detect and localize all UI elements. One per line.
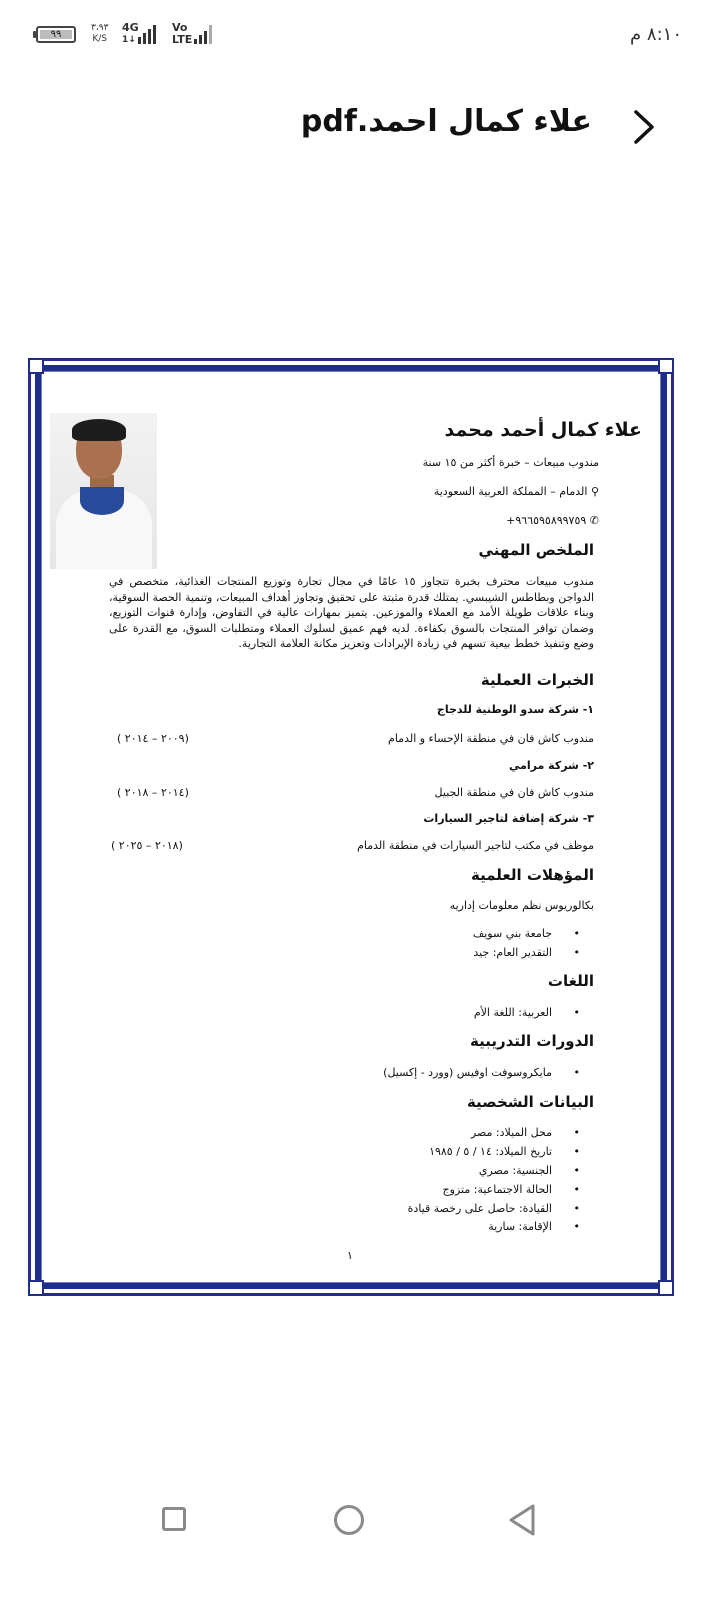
resume-headline: مندوب مبيعات – خبرة أكثر من ١٥ سنة [422, 456, 599, 469]
location-pin-icon: ⚲ [590, 485, 599, 498]
experience-heading: الخبرات العملية [480, 671, 594, 689]
volte-badge: Vo LTE [172, 21, 193, 46]
languages-heading: اللغات [547, 972, 594, 990]
education-degree: بكالوريوس نظم معلومات إداريه [449, 899, 594, 912]
back-arrow-icon[interactable] [628, 108, 660, 146]
experience-role: مندوب كاش فان في منطقة الجبيل [434, 786, 594, 799]
summary-text: مندوب مبيعات محترف بخبرة تتجاوز ١٥ عامًا في مجال تجارة وتوزيع المنتجات الغذائية، متخصص في الدواجن وبطاطس الشيبسي. يمتلك قدرة مثبتة على تحقيق وتجاوز أهداف المبيعات، وتنمية الحصة السوقية، وبناء علاقات طويلة الأمد مع العملاء والموزعين. يتميز بمهارات عالية في التفاوض، وإدارة قنوات التوزيع، وضمان توافر المنتجات بالسوق بكفاءة. لديه فهم عميق لسلوك العملاء ومتطلبات السوق، مع القدرة على وضع وتنفيذ خطط بيعية تسهم في زيادة الإيرادات وتعزيز مكانة العلامة التجارية. [109, 575, 594, 650]
corner-ornament [28, 1280, 44, 1296]
battery-icon [36, 26, 76, 43]
clock: ٨:١٠ م [630, 24, 682, 45]
network-speed: ٣،٩٣ K/S [91, 23, 109, 44]
courses-heading: الدورات التدريبية [469, 1032, 594, 1050]
summary-heading: الملخص المهني [478, 541, 594, 559]
back-button[interactable] [507, 1503, 537, 1537]
page-number: ١ [347, 1249, 353, 1262]
education-item: • التقدير العام: جيد [473, 946, 552, 959]
education-heading: المؤهلات العلمية [471, 866, 594, 884]
recent-apps-button[interactable] [162, 1507, 186, 1531]
document-title: علاء كمال احمد.pdf [300, 104, 592, 139]
network-type: 4G 1↓ [122, 21, 139, 45]
resume-phone: ✆ +٩٦٦٥٩٥٨٩٩٧٥٩ [506, 514, 599, 527]
corner-ornament [28, 358, 44, 374]
personal-item: • القيادة: حاصل على رخصة قيادة [408, 1202, 552, 1215]
experience-role: موظف في مكتب لتاجير السيارات في منطقة الدمام [357, 839, 594, 852]
experience-period: (٢٠١٤ – ٢٠١٨ ) [117, 786, 189, 799]
personal-item: • محل الميلاد: مصر [471, 1126, 552, 1139]
personal-item: • تاريخ الميلاد: ١٤ / ٥ / ١٩٨٥ [429, 1145, 552, 1158]
resume-name: علاء كمال أحمد محمد [444, 419, 642, 441]
status-bar [0, 0, 720, 60]
experience-company: ٣- شركة إضافة لتاجير السيارات [423, 812, 594, 825]
language-item: • العربية: اللغة الأم [474, 1006, 552, 1019]
personal-item: • الجنسية: مصري [479, 1164, 552, 1177]
corner-ornament [658, 1280, 674, 1296]
home-button[interactable] [334, 1505, 364, 1535]
experience-role: مندوب كاش فان في منطقة الإحساء و الدمام [388, 732, 594, 745]
experience-company: ١- شركة سدو الوطنية للدجاج [436, 703, 594, 716]
signal-icon-2 [194, 24, 212, 44]
course-item: • مايكروسوفت اوفيس (وورد - إكسيل) [383, 1066, 552, 1079]
personal-item: • الحالة الاجتماعية: متزوج [443, 1183, 552, 1196]
personal-item: • الإقامة: سارية [488, 1220, 552, 1233]
signal-icon [138, 24, 156, 44]
personal-heading: البيانات الشخصية [466, 1093, 594, 1111]
education-item: • جامعة بني سويف [473, 927, 552, 940]
corner-ornament [658, 358, 674, 374]
phone-icon: ✆ [589, 514, 599, 527]
battery-level: ٩٩ [40, 30, 72, 39]
experience-company: ٢- شركة مرامي [508, 759, 594, 772]
experience-period: (٢٠١٨ – ٢٠٢٥ ) [111, 839, 183, 852]
resume-location: ⚲ الدمام – المملكة العربية السعودية [433, 485, 599, 498]
profile-photo [50, 413, 157, 569]
experience-period: (٢٠٠٩ – ٢٠١٤ ) [117, 732, 189, 745]
